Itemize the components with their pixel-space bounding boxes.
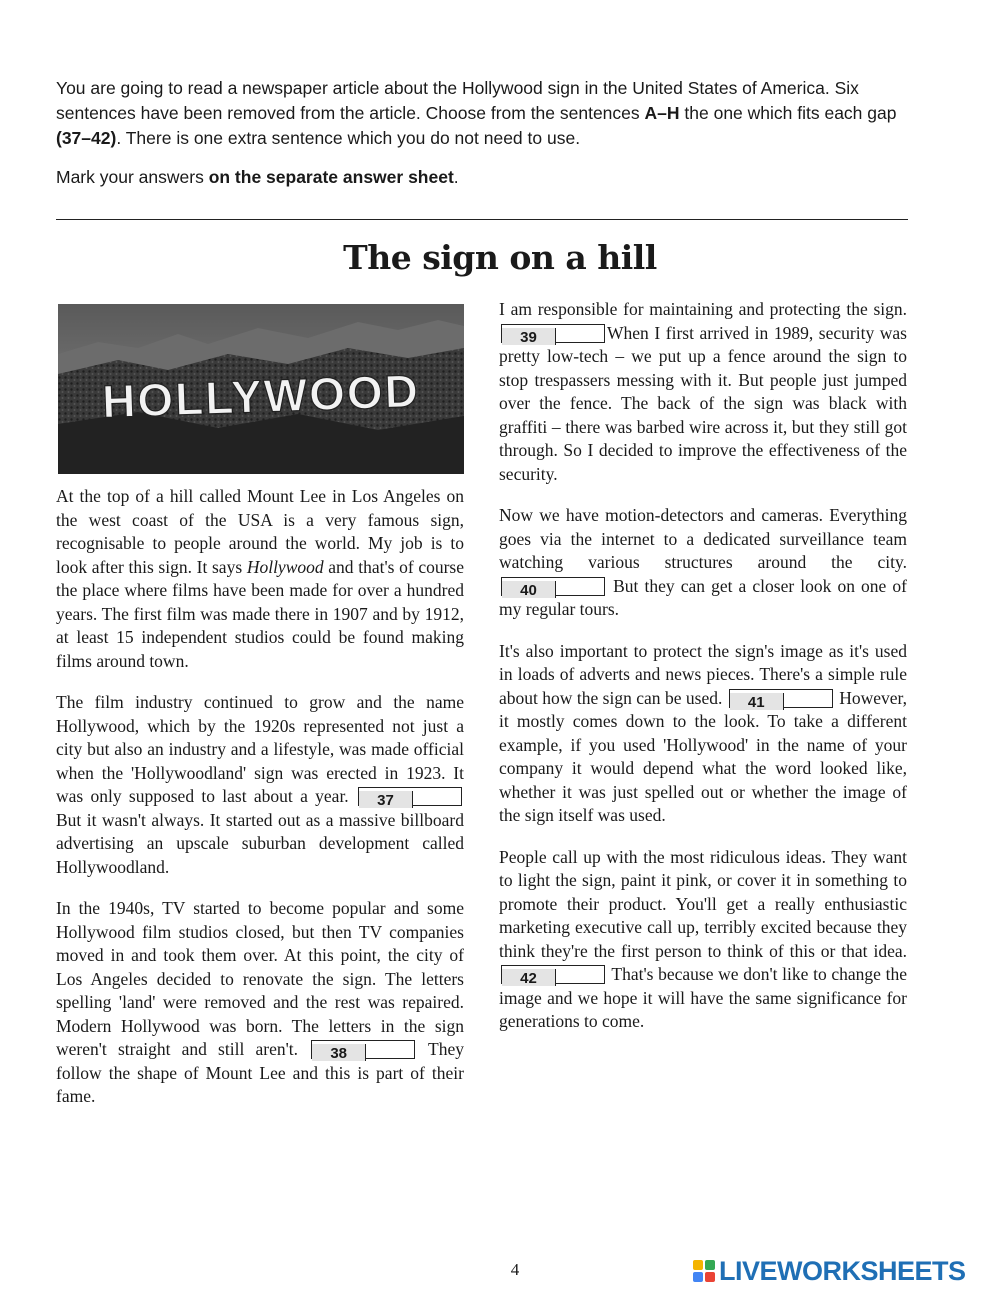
gap-42[interactable]: 42 [501, 965, 605, 984]
page-number: 4 [510, 1260, 520, 1279]
instructions [56, 76, 926, 190]
gap-41[interactable]: 41 [729, 689, 833, 708]
liveworksheets-grid-icon [692, 1259, 716, 1283]
divider [56, 219, 908, 220]
gap-40[interactable]: 40 [501, 577, 605, 596]
liveworksheets-brand-text: LIVEWORKSHEETS [719, 1255, 966, 1286]
instructions-text: You are going to read a newspaper article about the Hollywood sign in the United States of America. Six sentences have been removed from the article. Choose from the sentences A–H the one which fits each gap (37–42). There is one extra sentence which you do not need to use. [56, 78, 897, 148]
right-paragraph-2: Now we have motion-detectors and cameras. Everything goes via the internet to a dedicated surveillance team watching various structures around the city. 40 But they can get a closer look on one of my regular tours. [499, 505, 907, 619]
hollywood-sign-photo [58, 304, 464, 474]
right-column [499, 298, 907, 1052]
left-paragraph-3: In the 1940s, TV started to become popular and some Hollywood film studios closed, but then TV companies moved in and took them over. At this point, the city of Los Angeles decided to renovate the sign. The letters spelling 'land' were removed and the rest was repaired. Modern Hollywood was born. The letters in the sign weren't straight and still aren't. 38 They follow the shape of Mount Lee and this is part of their fame. [56, 898, 464, 1106]
gap-41-answer-field[interactable] [784, 690, 832, 707]
gap-42-answer-field[interactable] [556, 966, 604, 983]
left-paragraph-2: The film industry continued to grow and the name Hollywood, which by the 1920s represented not just a city but also an industry and a lifestyle, was made official when the 'Hollywoodland' sign was erected in 1923. It was only supposed to last about a year. 37But it wasn't always. It started out as a massive billboard advertising an upscale suburban development called Hollywoodland. [56, 692, 464, 877]
gap-37[interactable]: 37 [358, 787, 462, 806]
gap-39-answer-field[interactable] [556, 325, 604, 342]
right-paragraph-1: I am responsible for maintaining and protecting the sign. 39 When I first arrived in 1989, security was pretty low-tech – we put up a fence around the sign to stop trespassers messing with it. But people just jumped over the fence. The back of the sign was black with graffiti – there was barbed wire across it, but they still got through. So I decided to improve the effectiveness of the security. [499, 299, 907, 484]
gap-38-answer-field[interactable] [366, 1041, 414, 1058]
gap-37-answer-field[interactable] [413, 788, 461, 805]
gap-40-answer-field[interactable] [556, 578, 604, 595]
right-paragraph-3: It's also important to protect the sign's image as it's used in loads of adverts and news pieces. There's a simple rule about how the sign can be used. 41 However, it mostly comes down to the look. To take a different example, if you used 'Hollywood' in the name of your company it would depend what the word looked like, whether it was just spelled out or whether the image of the sign itself was used. [499, 640, 907, 825]
gap-39[interactable]: 39 [501, 324, 605, 343]
photo-sign-text: HOLLYWOOD [101, 364, 421, 428]
liveworksheets-logo[interactable] [692, 1255, 966, 1287]
answer-sheet-note: Mark your answers on the separate answer sheet. [56, 167, 459, 187]
gap-38[interactable]: 38 [311, 1040, 415, 1059]
left-column [56, 485, 464, 1127]
right-paragraph-4: People call up with the most ridiculous ideas. They want to light the sign, paint it pink, or cover it in something to promote their product. You'll get a really enthusiastic marketing executive call up, terribly excited because they think they're the first person to think of this or that idea. 42 That's because we don't like to change the image and we hope it will have the same significance for generations to come. [499, 846, 908, 1031]
article-title: The sign on a hill [343, 238, 657, 277]
left-paragraph-1: At the top of a hill called Mount Lee in Los Angeles on the west coast of the USA is a very famous sign, recognisable to people around the world. My job is to look after this sign. It says Hollywood and that's of course the place where films have been made for over a hundred years. The first film was made there in 1907 and by 1912, at least 15 independent studios could be found making films around town. [56, 486, 464, 671]
